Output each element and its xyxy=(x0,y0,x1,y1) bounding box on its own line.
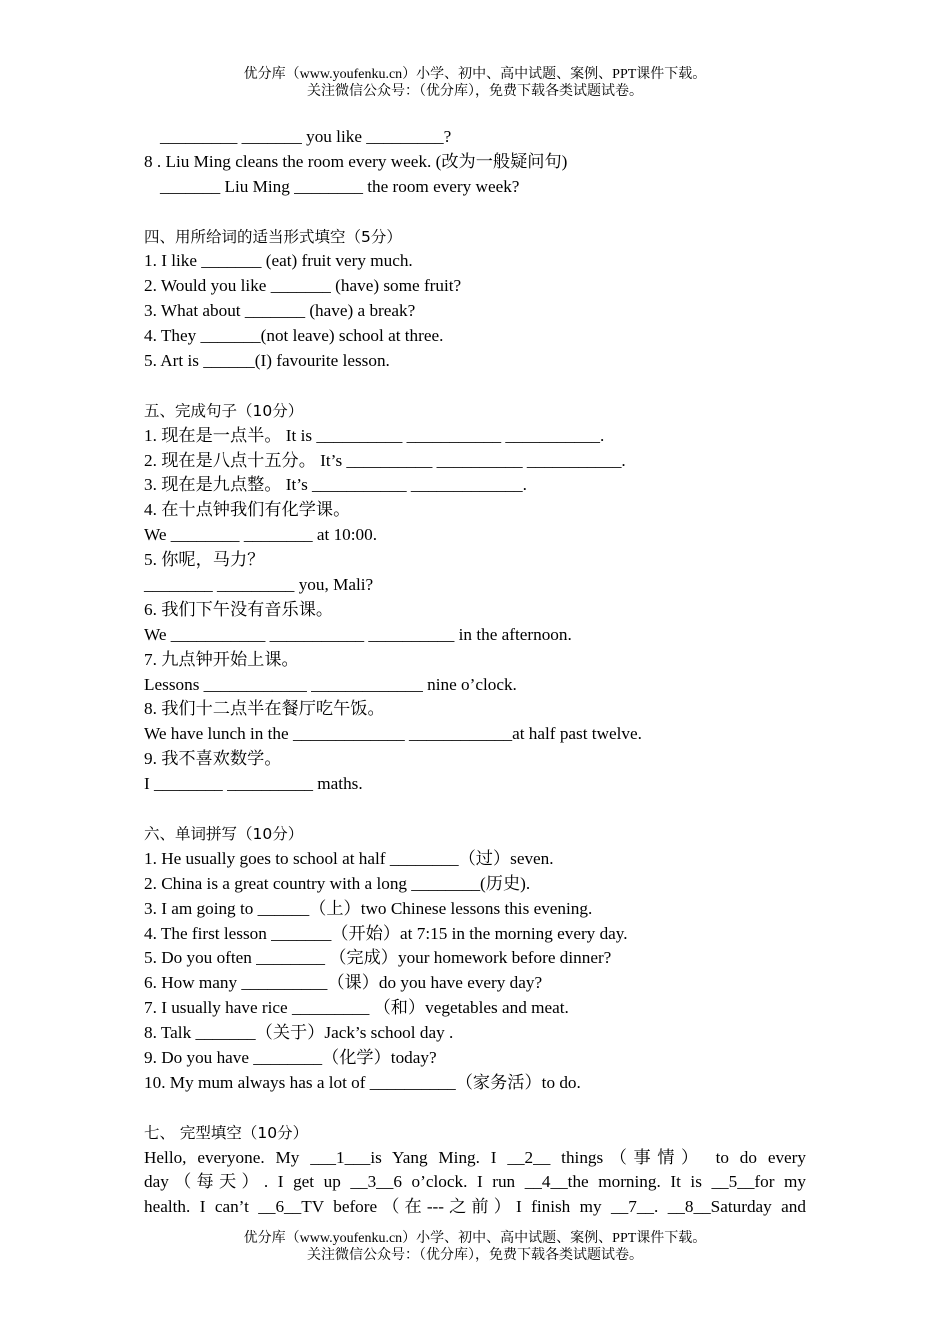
text-line: Lessons ____________ _____________ nine o’clock. xyxy=(144,674,517,694)
text-line: 8. 我们十二点半在餐厅吃午饭。 xyxy=(144,699,385,719)
text-line: 1. 现在是一点半。 It is __________ ___________ ___________. xyxy=(144,425,605,445)
text-line: 5. 你呢，马力？ xyxy=(144,550,265,570)
text-line: 6. How many __________（课）do you have every day? xyxy=(144,973,543,993)
text-line: 7. I usually have rice _________ （和）vegetables and meat. xyxy=(144,998,569,1018)
text-line: 2. Would you like _______ (have) some fruit? xyxy=(144,276,462,296)
text-line: We ___________ ___________ __________ in the afternoon. xyxy=(144,624,572,644)
text-line: 10. My mum always has a lot of __________（家务活）to do. xyxy=(144,1072,581,1092)
blank-line xyxy=(144,1096,806,1121)
text-line: 4. They _______(not leave) school at three. xyxy=(144,326,444,346)
blank-line xyxy=(144,797,806,822)
section-heading: 七、 完型填空（10分） xyxy=(144,1123,309,1142)
text-line: _______ Liu Ming ________ the room every week? xyxy=(160,176,520,196)
text-line: day（每天）. I get up __3__6 o’clock. I run __4__the morning. It is __5__for my xyxy=(144,1172,806,1192)
text-line: 2. China is a great country with a long ________(历史). xyxy=(144,873,531,893)
text-line: 5. Do you often ________ （完成）your homework before dinner? xyxy=(144,948,612,968)
text-line: 5. Art is ______(I) favourite lesson. xyxy=(144,351,390,371)
page-header xyxy=(0,66,950,100)
text-line: 4. The first lesson _______（开始）at 7:15 in the morning every day. xyxy=(144,923,628,943)
text-line: We ________ ________ at 10:00. xyxy=(144,525,378,545)
text-line: 9. 我不喜欢数学。 xyxy=(144,749,282,769)
text-line: 4. 在十点钟我们有化学课。 xyxy=(144,500,351,520)
document-body xyxy=(144,125,806,1220)
text-line: 1. He usually goes to school at half ________（过）seven. xyxy=(144,848,554,868)
text-line: 2. 现在是八点十五分。 It’s __________ __________ ___________. xyxy=(144,450,626,470)
text-line: 8. Talk _______（关于）Jack’s school day . xyxy=(144,1023,454,1043)
text-line: 9. Do you have ________（化学）today? xyxy=(144,1047,437,1067)
text-line: 8 . Liu Ming cleans the room every week. (改为一般疑问句) xyxy=(144,151,568,171)
header-line: 关注微信公众号：（优分库），免费下载各类试题试卷。 xyxy=(307,84,643,99)
text-line: Hello, everyone. My ___1___is Yang Ming. I __2__ things（事情） to do every xyxy=(144,1147,806,1167)
footer-line: 优分库（www.youfenku.cn）小学、初中、高中试题、案例、PPT课件下载。 xyxy=(243,1231,707,1246)
text-line: _________ _______ you like _________? xyxy=(160,127,452,146)
text-line: 6. 我们下午没有音乐课。 xyxy=(144,599,334,619)
text-line: 3. 现在是九点整。 It’s ___________ _____________. xyxy=(144,475,527,495)
section-heading: 六、单词拼写（10分） xyxy=(144,824,304,843)
text-line: I ________ __________ maths. xyxy=(144,774,363,794)
text-line: 1. I like _______ (eat) fruit very much. xyxy=(144,251,413,271)
header-line: 优分库（www.youfenku.cn）小学、初中、高中试题、案例、PPT课件下载。 xyxy=(243,67,707,82)
blank-line xyxy=(144,200,806,225)
text-line: 3. What about _______ (have) a break? xyxy=(144,301,416,321)
text-line: health. I can’t __6__TV before（在---之前）I finish my __7__. __8__Saturday and xyxy=(144,1197,806,1217)
section-heading: 五、完成句子（10分） xyxy=(144,401,304,420)
section-heading: 四、用所给词的适当形式填空（5分） xyxy=(144,227,402,246)
text-line: ________ _________ you, Mali? xyxy=(144,575,374,595)
text-line: We have lunch in the _____________ ____________at half past twelve. xyxy=(144,724,642,744)
page-footer xyxy=(0,1230,950,1264)
footer-line: 关注微信公众号：（优分库），免费下载各类试题试卷。 xyxy=(307,1248,643,1263)
blank-line xyxy=(144,374,806,399)
text-line: 7. 九点钟开始上课。 xyxy=(144,649,299,669)
text-line: 3. I am going to ______（上）two Chinese lessons this evening. xyxy=(144,898,593,918)
